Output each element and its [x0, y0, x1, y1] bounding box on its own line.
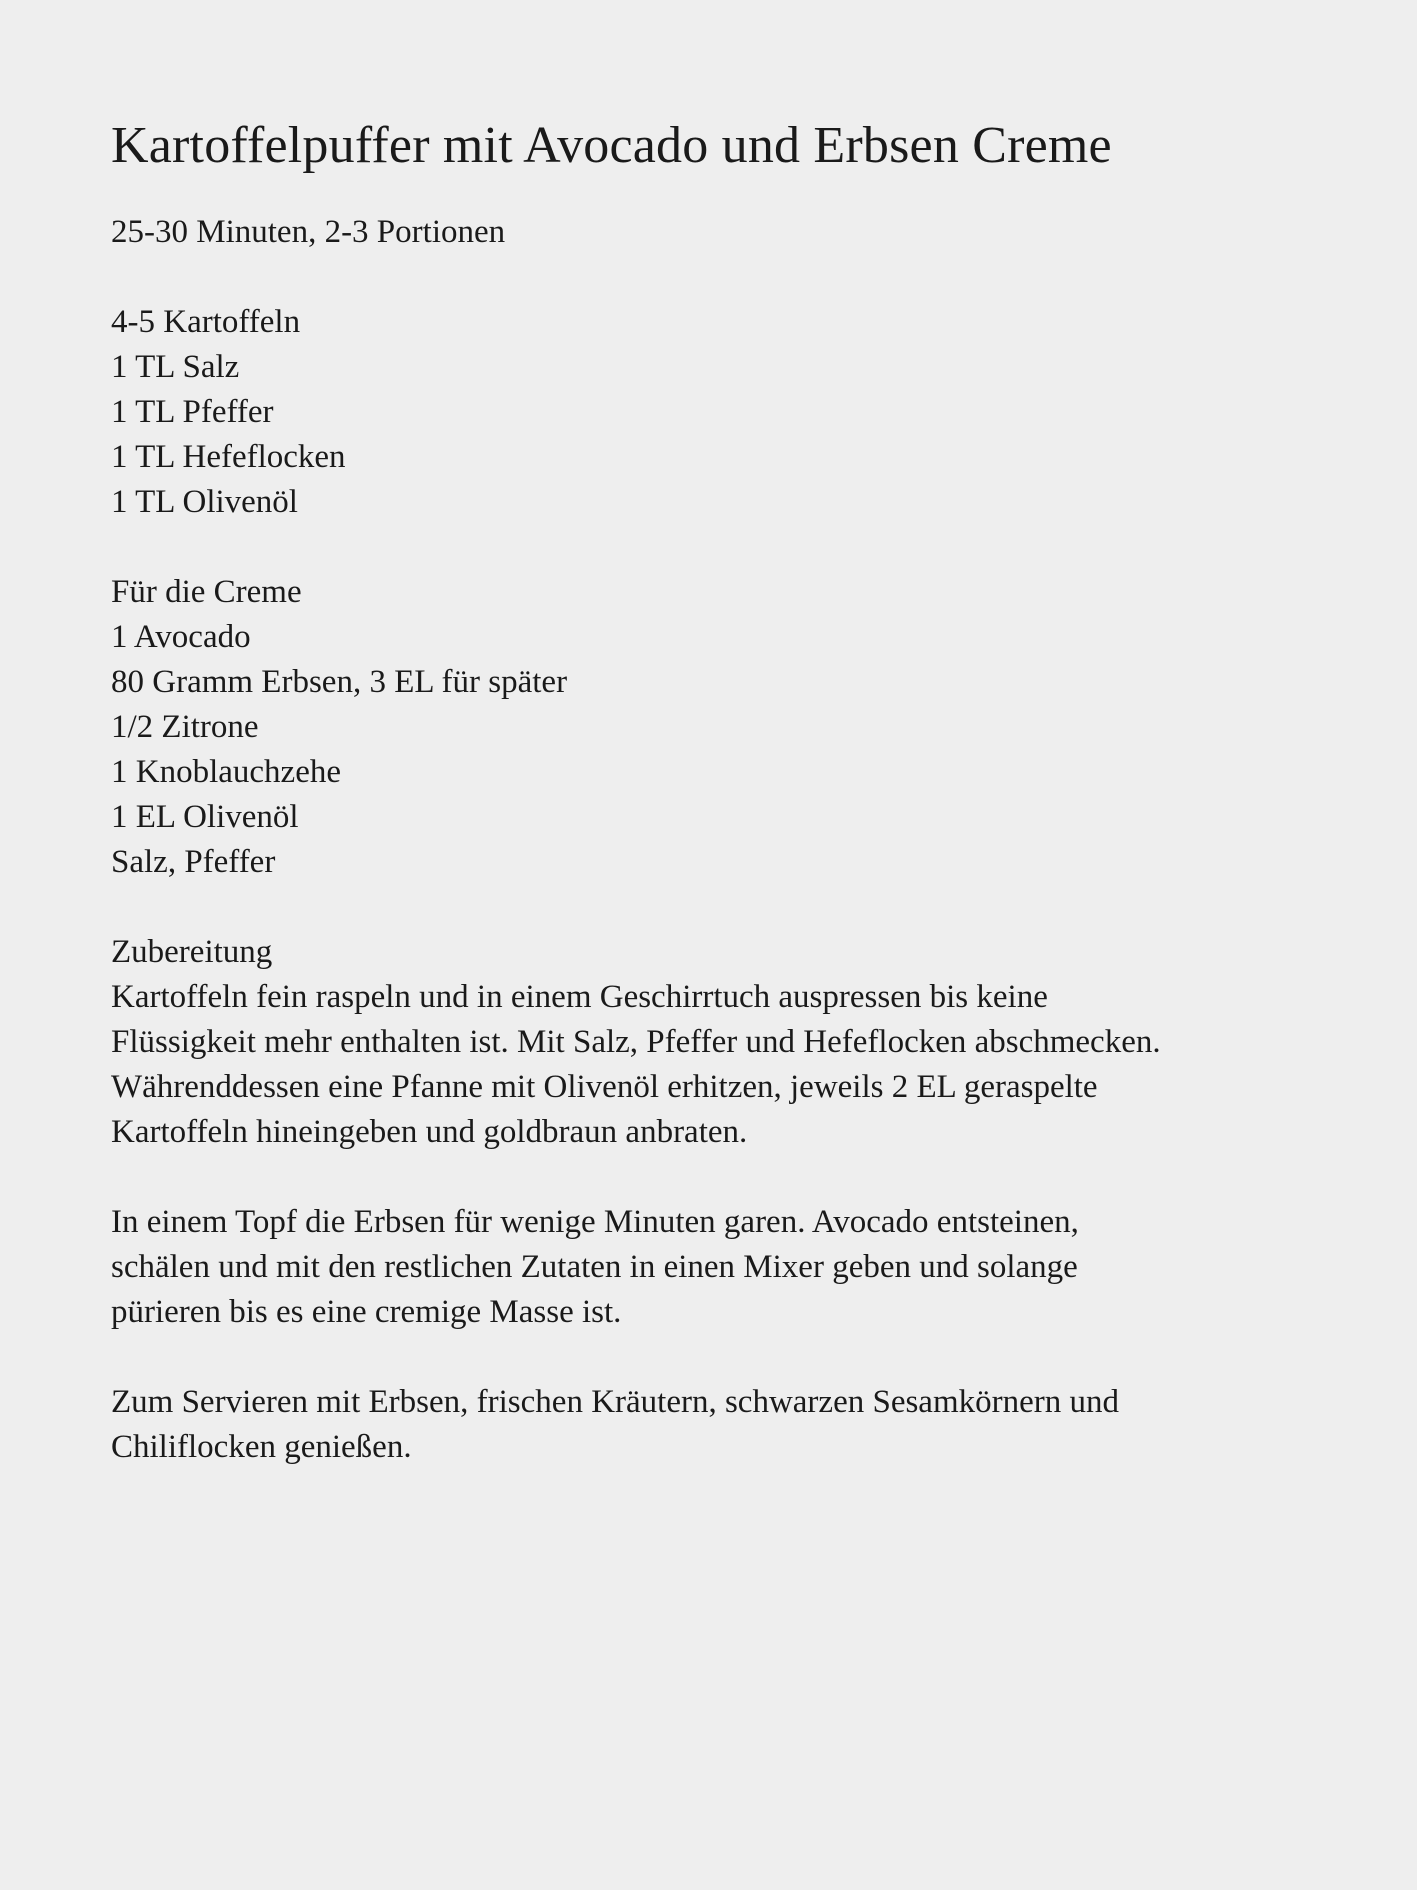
recipe-title: Kartoffelpuffer mit Avocado und Erbsen Creme: [111, 117, 1112, 174]
cream-ingredient-item: 80 Gramm Erbsen, 3 EL für später: [111, 664, 568, 700]
prep-paragraph: [111, 1380, 1331, 1470]
prep-line: Zum Servieren mit Erbsen, frischen Kräutern, schwarzen Sesamkörnern und: [111, 1384, 1119, 1420]
ingredient-item: 1 TL Hefeflocken: [111, 439, 346, 475]
ingredient-item: 1 TL Olivenöl: [111, 484, 298, 520]
prep-line: Kartoffeln fein raspeln und in einem Geschirrtuch auspressen bis keine: [111, 979, 1048, 1015]
recipe-meta: 25-30 Minuten, 2-3 Portionen: [111, 214, 506, 250]
cream-heading: Für die Creme: [111, 574, 302, 610]
preparation-section: [111, 930, 1331, 1470]
prep-line: pürieren bis es eine cremige Masse ist.: [111, 1294, 622, 1330]
prep-line: In einem Topf die Erbsen für wenige Minuten garen. Avocado entsteinen,: [111, 1204, 1079, 1240]
cream-ingredient-item: 1/2 Zitrone: [111, 709, 259, 745]
prep-paragraph: [111, 975, 1331, 1155]
cream-section: [111, 570, 1331, 885]
ingredient-item: 4-5 Kartoffeln: [111, 304, 301, 340]
cream-ingredient-item: Salz, Pfeffer: [111, 844, 276, 880]
ingredient-list: [111, 300, 1331, 525]
prep-line: Währenddessen eine Pfanne mit Olivenöl erhitzen, jeweils 2 EL geraspelte: [111, 1069, 1098, 1105]
cream-ingredient-item: 1 EL Olivenöl: [111, 799, 299, 835]
prep-paragraph: [111, 1200, 1331, 1335]
recipe-document: [111, 108, 1331, 1470]
ingredient-item: 1 TL Pfeffer: [111, 394, 274, 430]
prep-line: schälen und mit den restlichen Zutaten in einen Mixer geben und solange: [111, 1249, 1078, 1285]
ingredient-item: 1 TL Salz: [111, 349, 240, 385]
cream-ingredient-item: 1 Knoblauchzehe: [111, 754, 341, 790]
prep-heading: Zubereitung: [111, 934, 273, 970]
cream-ingredient-item: 1 Avocado: [111, 619, 251, 655]
prep-line: Flüssigkeit mehr enthalten ist. Mit Salz, Pfeffer und Hefeflocken abschmecken.: [111, 1024, 1161, 1060]
prep-line: Chiliflocken genießen.: [111, 1429, 412, 1465]
prep-line: Kartoffeln hineingeben und goldbraun anbraten.: [111, 1114, 748, 1150]
